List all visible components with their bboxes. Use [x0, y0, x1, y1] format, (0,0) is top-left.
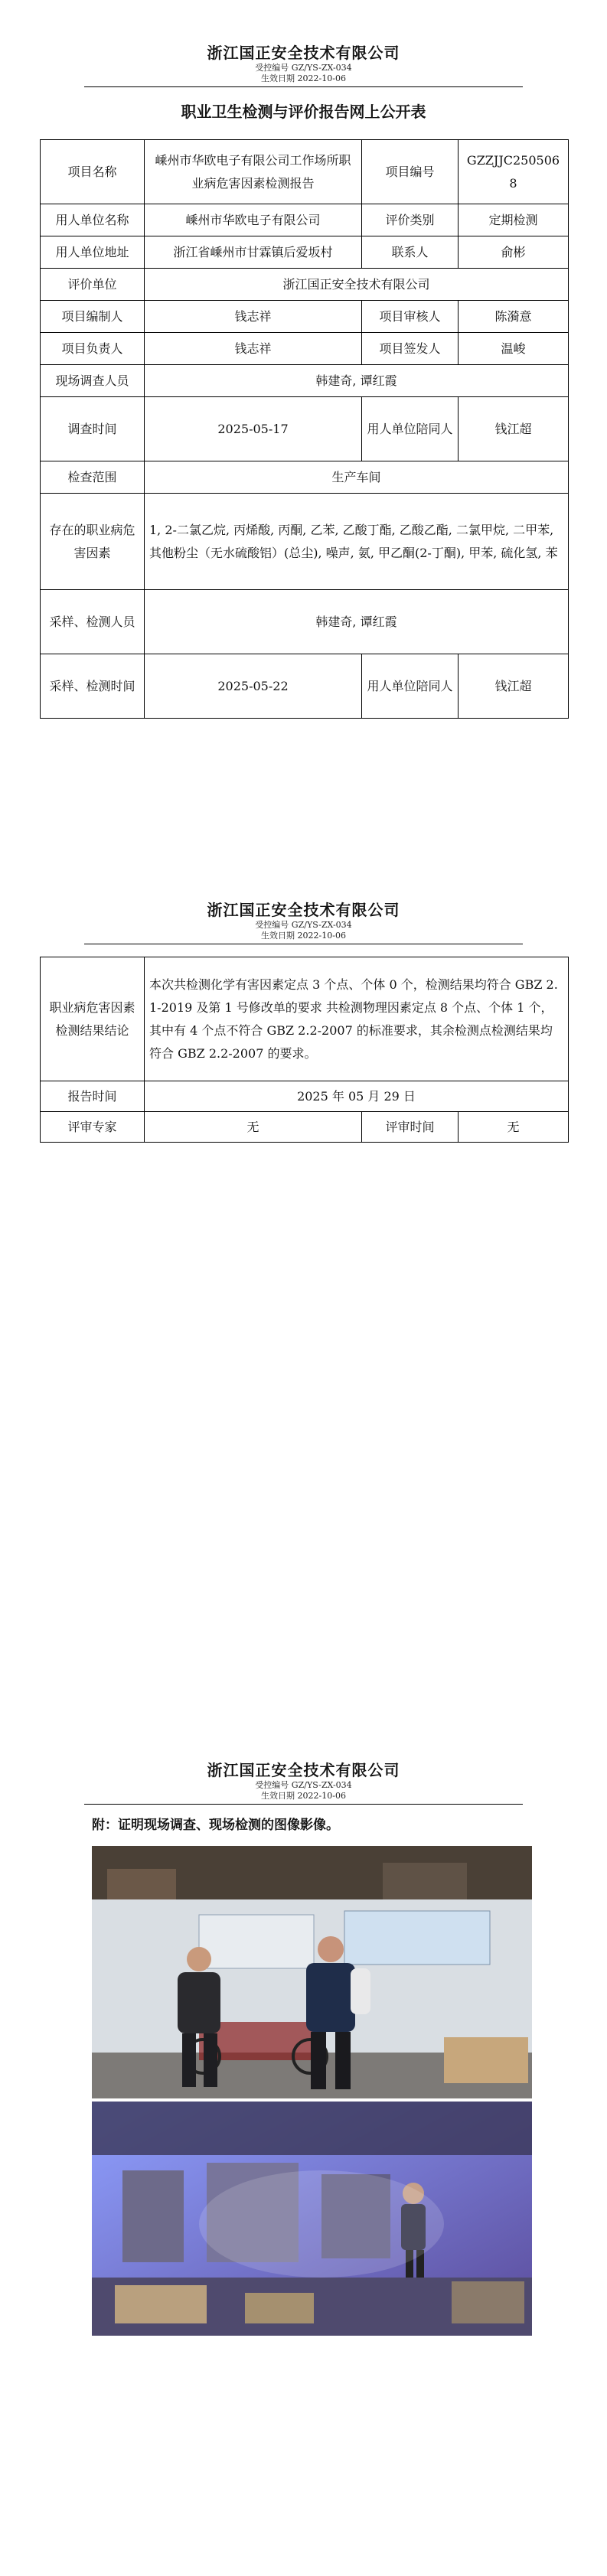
- scope-value: 生产车间: [145, 461, 569, 494]
- hazards-value: 1, 2-二氯乙烷, 丙烯酸, 丙酮, 乙苯, 乙酸丁酯, 乙酸乙酯, 二氯甲烷, 二甲苯, 其他粉尘（无水硫酸铝）(总尘), 噪声, 氨, 甲乙酮(2-丁酮), 甲苯, 硫化氢, 苯: [145, 494, 569, 590]
- table-row: [41, 365, 569, 397]
- company-name: 浙江国正安全技术有限公司: [207, 1761, 400, 1779]
- cell-label: 报告时间: [41, 1081, 145, 1112]
- page-1: [0, 0, 607, 857]
- project-name-value: 嵊州市华欧电子有限公司工作场所职业病危害因素检测报告: [145, 140, 362, 204]
- table-row: [41, 957, 569, 1081]
- eval-type-value: 定期检测: [459, 204, 569, 236]
- site-survey-photo: [92, 1846, 532, 2098]
- sampler-value: 韩建奇, 谭红霞: [145, 590, 569, 654]
- disclosure-table: [40, 139, 569, 719]
- header-divider: [84, 86, 523, 87]
- table-row: [41, 204, 569, 236]
- attachment-note: 附：证明现场调查、现场检测的图像影像。: [92, 1818, 339, 1833]
- site-testing-photo: [92, 2102, 532, 2336]
- escort-value: 钱江超: [459, 397, 569, 461]
- cell-label: 项目负责人: [41, 333, 145, 365]
- cell-label: 职业病危害因素检测结果结论: [41, 957, 145, 1081]
- cell-label: 项目编号: [362, 140, 459, 204]
- cell-label: 用人单位名称: [41, 204, 145, 236]
- company-name: 浙江国正安全技术有限公司: [207, 901, 400, 919]
- table-row: [41, 494, 569, 590]
- contact-value: 俞彬: [459, 236, 569, 269]
- cell-label: 项目签发人: [362, 333, 459, 365]
- conclusion-table: [40, 957, 569, 1143]
- table-row: [41, 333, 569, 365]
- table-row: [41, 590, 569, 654]
- surveyor-value: 韩建奇, 谭红霞: [145, 365, 569, 397]
- table-row: [41, 397, 569, 461]
- cell-label: 项目名称: [41, 140, 145, 204]
- cell-label: 评价单位: [41, 269, 145, 301]
- doc-number: 受控编号 GZ/YS-ZX-034: [255, 1780, 352, 1790]
- cell-label: 存在的职业病危害因素: [41, 494, 145, 590]
- reviewer-value: 陈漪意: [459, 301, 569, 333]
- compiler-value: 钱志祥: [145, 301, 362, 333]
- page-header: [84, 1760, 523, 1805]
- cell-label: 评审专家: [41, 1112, 145, 1143]
- table-row: [41, 236, 569, 269]
- effective-date: 生效日期 2022-10-06: [261, 931, 346, 941]
- page-title: 职业卫生检测与评价报告网上公开表: [181, 103, 426, 121]
- review-time-value: 无: [459, 1112, 569, 1143]
- cell-label: 用人单位陪同人: [362, 654, 459, 719]
- sample-time-value: 2025-05-22: [145, 654, 362, 719]
- page-header: [84, 900, 523, 944]
- conclusion-value: 本次共检测化学有害因素定点 3 个点、个体 0 个，检测结果均符合 GBZ 2.1-2019 及第 1 号修改单的要求 共检测物理因素定点 8 个点、个体 1 个，其中有 4 个点不符合 GBZ 2.2-2007 的标准要求，其余检测点检测结果均符合 GBZ 2.2-2007 的要求。: [145, 957, 569, 1081]
- employer-value: 嵊州市华欧电子有限公司: [145, 204, 362, 236]
- page-header: [84, 43, 523, 87]
- cell-label: 评审时间: [362, 1112, 459, 1143]
- table-row: [41, 301, 569, 333]
- project-no-value: GZZJJC2505068: [459, 140, 569, 204]
- page-3: [0, 1714, 607, 2576]
- report-time-value: 2025 年 05 月 29 日: [145, 1081, 569, 1112]
- cell-label: 评价类别: [362, 204, 459, 236]
- cell-label: 联系人: [362, 236, 459, 269]
- effective-date: 生效日期 2022-10-06: [261, 1791, 346, 1801]
- eval-unit-value: 浙江国正安全技术有限公司: [145, 269, 569, 301]
- cell-label: 调查时间: [41, 397, 145, 461]
- escort2-value: 钱江超: [459, 654, 569, 719]
- table-row: [41, 140, 569, 204]
- cell-label: 用人单位陪同人: [362, 397, 459, 461]
- cell-label: 采样、检测时间: [41, 654, 145, 719]
- company-name: 浙江国正安全技术有限公司: [207, 44, 400, 62]
- table-row: [41, 1081, 569, 1112]
- leader-value: 钱志祥: [145, 333, 362, 365]
- effective-date: 生效日期 2022-10-06: [261, 73, 346, 83]
- survey-time-value: 2025-05-17: [145, 397, 362, 461]
- header-divider: [84, 1804, 523, 1805]
- table-row: [41, 269, 569, 301]
- doc-number: 受控编号 GZ/YS-ZX-034: [255, 63, 352, 73]
- cell-label: 用人单位地址: [41, 236, 145, 269]
- table-row: [41, 461, 569, 494]
- address-value: 浙江省嵊州市甘霖镇后爱坂村: [145, 236, 362, 269]
- issuer-value: 温峻: [459, 333, 569, 365]
- cell-label: 采样、检测人员: [41, 590, 145, 654]
- expert-value: 无: [145, 1112, 362, 1143]
- table-row: [41, 1112, 569, 1143]
- page-2: [0, 857, 607, 1714]
- cell-label: 项目编制人: [41, 301, 145, 333]
- table-row: [41, 654, 569, 719]
- cell-label: 现场调查人员: [41, 365, 145, 397]
- doc-number: 受控编号 GZ/YS-ZX-034: [255, 920, 352, 930]
- cell-label: 检查范围: [41, 461, 145, 494]
- cell-label: 项目审核人: [362, 301, 459, 333]
